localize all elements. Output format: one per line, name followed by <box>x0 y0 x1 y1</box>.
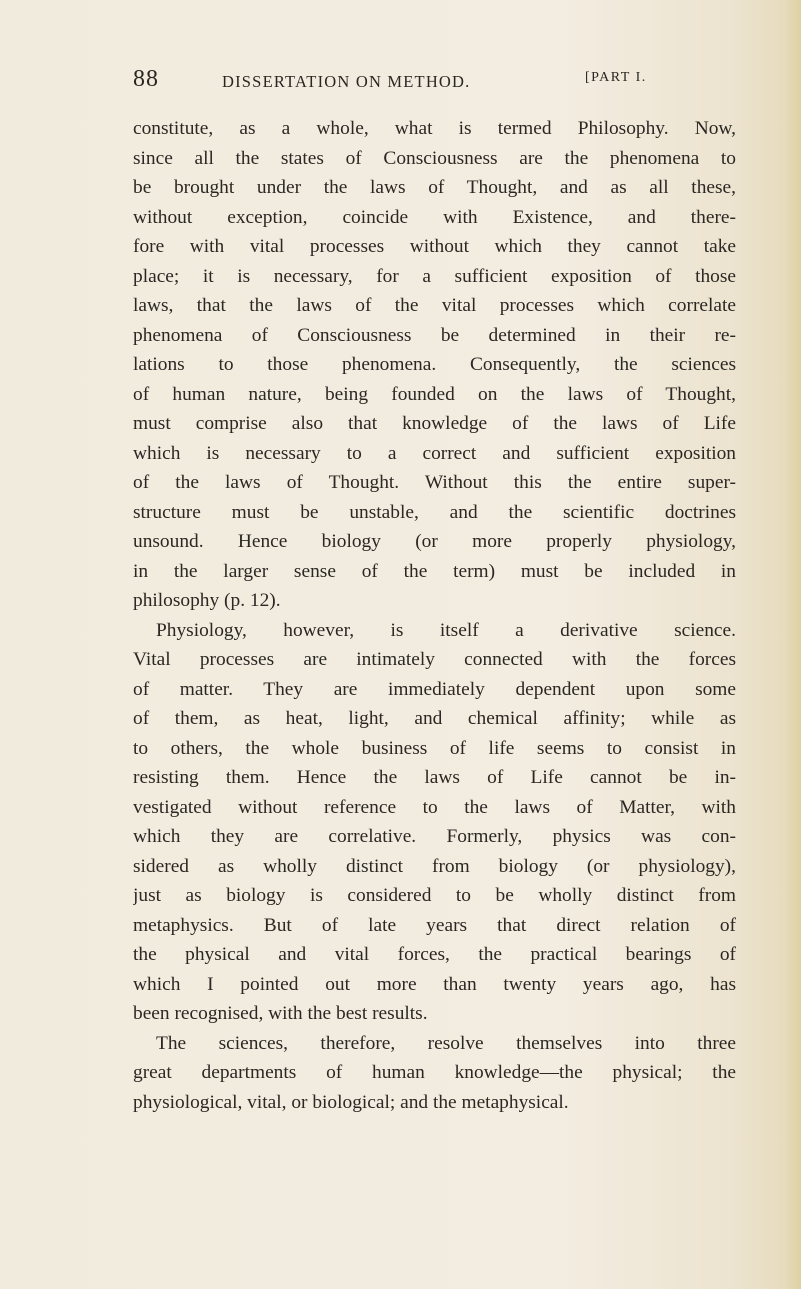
text-line: structure must be unstable, and the scientific doctrines <box>133 501 736 523</box>
text-line: of them, as heat, light, and chemical affinity; while as <box>133 708 736 729</box>
text-line: be brought under the laws of Thought, and as all these, <box>133 177 736 198</box>
body-text <box>133 114 736 1117</box>
text-line: just as biology is considered to be wholly distinct from <box>133 885 736 906</box>
text-line: great departments of human knowledge—the physical; the <box>133 1062 736 1083</box>
text-line: place; it is necessary, for a sufficient exposition of those <box>133 265 736 287</box>
text-line: which is necessary to a correct and sufficient exposition <box>133 442 736 464</box>
text-line: Vital processes are intimately connected with the forces <box>133 649 736 670</box>
text-line: must comprise also that knowledge of the laws of Life <box>133 413 736 434</box>
text-line: since all the states of Consciousness are the phenomena to <box>133 147 736 169</box>
running-title: DISSERTATION ON METHOD. <box>222 72 471 91</box>
text-line: to others, the whole business of life seems to consist in <box>133 737 736 759</box>
text-line: vestigated without reference to the laws of Matter, with <box>133 796 736 818</box>
text-line: lations to those phenomena. Consequently, the sciences <box>133 354 736 375</box>
text-line-paragraph-end: been recognised, with the best results. <box>133 1003 428 1024</box>
text-line: resisting them. Hence the laws of Life cannot be in- <box>133 767 736 788</box>
text-line: constitute, as a whole, what is termed Philosophy. Now, <box>133 118 736 139</box>
text-line: of the laws of Thought. Without this the entire super- <box>133 472 736 493</box>
text-line: without exception, coincide with Existence, and there- <box>133 206 736 228</box>
text-line: which they are correlative. Formerly, physics was con- <box>133 826 736 847</box>
text-line: sidered as wholly distinct from biology (or physiology), <box>133 855 736 877</box>
text-line: phenomena of Consciousness be determined in their re- <box>133 324 736 346</box>
page-edge-shading <box>785 0 801 1289</box>
running-head <box>0 66 801 106</box>
text-line-paragraph-end: physiological, vital, or biological; and the metaphysical. <box>133 1091 569 1113</box>
text-line: metaphysics. But of late years that direct relation of <box>133 914 736 936</box>
text-line: of human nature, being founded on the laws of Thought, <box>133 383 736 405</box>
text-line: in the larger sense of the term) must be included in <box>133 560 736 582</box>
text-line: unsound. Hence biology (or more properly physiology, <box>133 531 736 552</box>
text-line-paragraph-end: philosophy (p. 12). <box>133 590 281 611</box>
page-number: 88 <box>133 66 159 92</box>
part-label: [PART I. <box>585 70 647 85</box>
text-line-paragraph-start: The sciences, therefore, resolve themselves into three <box>156 1032 736 1054</box>
text-line: of matter. They are immediately dependent upon some <box>133 678 736 700</box>
text-line: which I pointed out more than twenty years ago, has <box>133 973 736 995</box>
text-line: laws, that the laws of the vital processes which correlate <box>133 295 736 316</box>
text-line: the physical and vital forces, the practical bearings of <box>133 944 736 965</box>
text-line-paragraph-start: Physiology, however, is itself a derivative science. <box>156 619 736 641</box>
text-line: fore with vital processes without which they cannot take <box>133 236 736 257</box>
